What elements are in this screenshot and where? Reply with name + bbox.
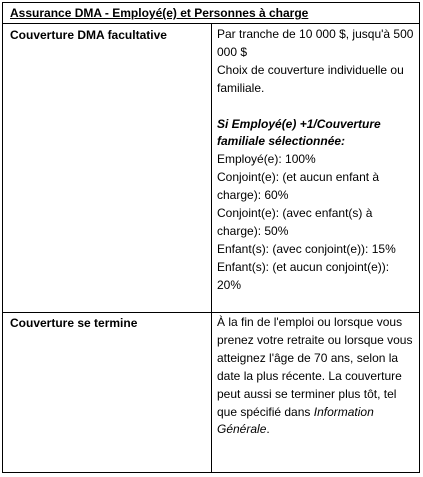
rate-employee: Employé(e): 100%	[217, 152, 316, 167]
table-title: Assurance DMA - Employé(e) et Personnes à charge	[10, 6, 309, 20]
row-label-optional-coverage: Couverture DMA facultative	[10, 28, 167, 42]
rate-children-no-spouse: Enfant(s): (et aucun conjoint(e)): 20%	[217, 259, 390, 292]
table-header	[3, 3, 419, 24]
coverage-end-text: À la fin de l'emploi ou lorsque vous prenez votre retraite ou lorsque vous atteignez l'âge de 70 ans, selon la date la plus récente. La couverture peut aussi se terminer plus tôt, tel que spécifié dans	[217, 315, 413, 419]
spacer	[217, 98, 415, 116]
coverage-end-paragraph	[217, 314, 415, 439]
family-coverage-subheading: Si Employé(e) +1/Couverture familiale sélectionnée:	[217, 116, 381, 149]
rate-spouse-no-children: Conjoint(e): (et aucun enfant à charge): 60%	[217, 170, 380, 203]
column-divider	[211, 24, 212, 472]
row-content-coverage-end	[217, 314, 415, 439]
row-label-coverage-end: Couverture se termine	[10, 316, 138, 330]
coverage-amount-text: Par tranche de 10 000 $, jusqu'à 500 000 $	[217, 27, 414, 59]
rate-children-with-spouse: Enfant(s): (avec conjoint(e)): 15%	[217, 241, 396, 256]
coverage-end-period: .	[266, 422, 270, 437]
coverage-table	[2, 2, 420, 473]
row-divider	[3, 312, 419, 313]
coverage-choice-text: Choix de couverture individuelle ou familiale.	[217, 62, 404, 95]
row-content-optional-coverage	[217, 26, 415, 295]
rate-spouse-with-children: Conjoint(e): (avec enfant(s) à charge): 50%	[217, 206, 373, 238]
general-information-reference: Information Générale	[217, 404, 374, 437]
